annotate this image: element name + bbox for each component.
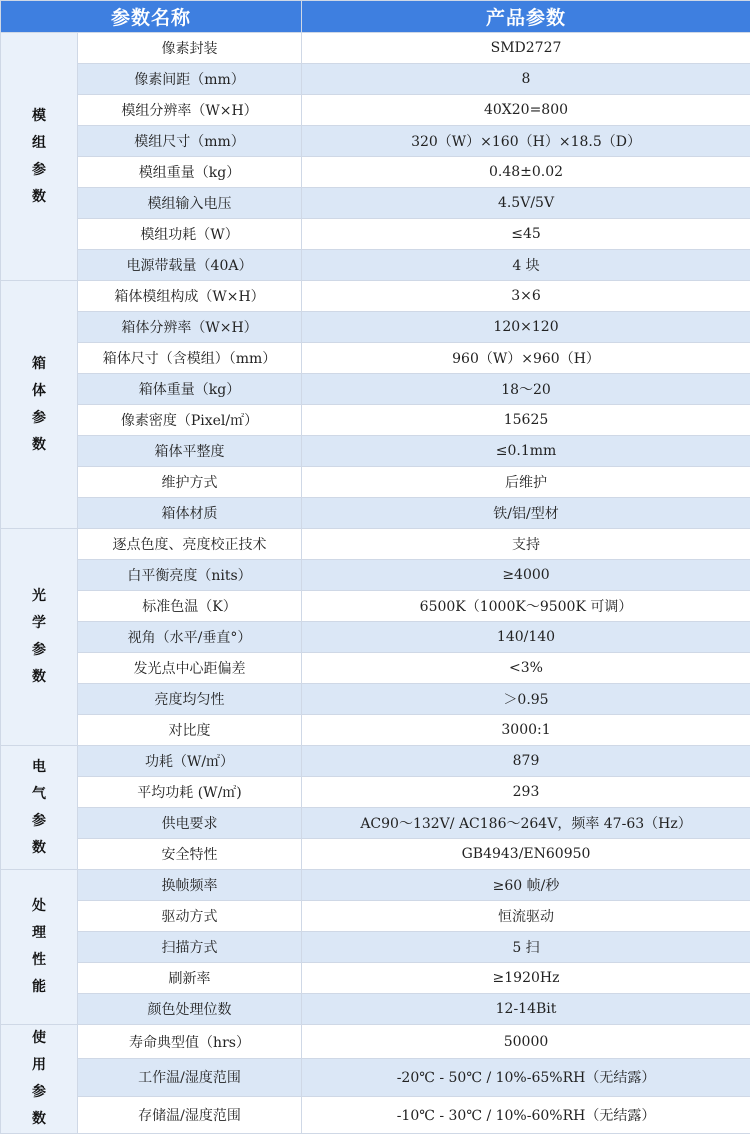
table-row [1,839,750,870]
param-value: ≤45 [302,219,750,250]
table-row [1,405,750,436]
param-value: 320（W）×160（H）×18.5（D） [302,126,750,157]
param-label: 寿命典型值（hrs） [78,1025,302,1059]
group-label-text: 处理性能 [26,893,52,1001]
table-row [1,684,750,715]
param-label: 刷新率 [78,963,302,994]
table-row [1,126,750,157]
group-label-text: 模组参数 [26,103,52,211]
param-value: AC90～132V/ AC186～264V，频率 47-63（Hz） [302,808,750,839]
table-row [1,343,750,374]
param-value: GB4943/EN60950 [302,839,750,870]
param-value: 后维护 [302,467,750,498]
param-label: 模组功耗（W） [78,219,302,250]
param-label: 模组尺寸（mm） [78,126,302,157]
param-value: 3×6 [302,281,750,312]
param-label: 维护方式 [78,467,302,498]
table-row [1,746,750,777]
param-label: 扫描方式 [78,932,302,963]
table-row [1,250,750,281]
param-label: 颜色处理位数 [78,994,302,1025]
param-value: 6500K（1000K～9500K 可调） [302,591,750,622]
table-row [1,715,750,746]
table-row [1,312,750,343]
param-label: 视角（水平/垂直°） [78,622,302,653]
group-label [1,33,78,281]
param-value: 4 块 [302,250,750,281]
param-value: <3% [302,653,750,684]
group-label-text: 箱体参数 [26,351,52,459]
param-value: 18～20 [302,374,750,405]
param-value: 40X20=800 [302,95,750,126]
table-row [1,591,750,622]
table-row [1,870,750,901]
param-label: 发光点中心距偏差 [78,653,302,684]
param-label: 换帧频率 [78,870,302,901]
spec-table-body [1,33,750,1134]
param-label: 功耗（W/㎡） [78,746,302,777]
param-label: 箱体模组构成（W×H） [78,281,302,312]
table-row [1,529,750,560]
table-row [1,963,750,994]
group-label [1,746,78,870]
param-label: 箱体分辨率（W×H） [78,312,302,343]
table-row [1,374,750,405]
group-label [1,281,78,529]
table-row [1,808,750,839]
table-row [1,467,750,498]
group-label [1,529,78,746]
table-row [1,653,750,684]
param-value: 12-14Bit [302,994,750,1025]
param-label: 标准色温（K） [78,591,302,622]
param-label: 安全特性 [78,839,302,870]
param-label: 像素间距（mm） [78,64,302,95]
param-label: 箱体平整度 [78,436,302,467]
param-value: 5 扫 [302,932,750,963]
group-label-text: 电气参数 [26,754,52,862]
param-value: 120×120 [302,312,750,343]
table-row [1,994,750,1025]
table-row [1,157,750,188]
param-value: ≥4000 [302,560,750,591]
param-label: 工作温/湿度范围 [78,1059,302,1096]
table-row [1,622,750,653]
param-label: 箱体材质 [78,498,302,529]
param-label: 模组分辨率（W×H） [78,95,302,126]
param-value: SMD2727 [302,33,750,64]
table-row [1,1059,750,1096]
param-value: ≤0.1mm [302,436,750,467]
group-label [1,1025,78,1134]
table-row [1,95,750,126]
group-label-text: 光学参数 [26,583,52,691]
param-label: 电源带载量（40A） [78,250,302,281]
param-label: 对比度 [78,715,302,746]
param-label: 亮度均匀性 [78,684,302,715]
param-label: 箱体尺寸（含模组）（mm） [78,343,302,374]
param-value: 50000 [302,1025,750,1059]
table-row [1,436,750,467]
param-value: 879 [302,746,750,777]
param-value: 15625 [302,405,750,436]
table-row [1,64,750,95]
table-row [1,498,750,529]
table-row [1,1025,750,1059]
param-value: 0.48±0.02 [302,157,750,188]
param-value: ≥60 帧/秒 [302,870,750,901]
param-label: 像素封装 [78,33,302,64]
table-row [1,281,750,312]
table-row [1,932,750,963]
param-label: 白平衡亮度（nits） [78,560,302,591]
table-row [1,33,750,64]
param-value: -10℃ - 30℃ / 10%-60%RH（无结露） [302,1096,750,1133]
param-label: 存储温/湿度范围 [78,1096,302,1133]
param-label: 供电要求 [78,808,302,839]
table-header-row [1,1,750,33]
param-value: 8 [302,64,750,95]
param-value: 293 [302,777,750,808]
param-name-header: 参数名称 [1,1,302,33]
param-value: -20℃ - 50℃ / 10%-65%RH（无结露） [302,1059,750,1096]
param-label: 逐点色度、亮度校正技术 [78,529,302,560]
param-value: 4.5V/5V [302,188,750,219]
param-label: 模组重量（kg） [78,157,302,188]
group-label-text: 使用参数 [26,1025,52,1133]
product-param-header: 产品参数 [302,1,750,33]
param-label: 箱体重量（kg） [78,374,302,405]
table-row [1,777,750,808]
param-value: ＞0.95 [302,684,750,715]
param-label: 像素密度（Pixel/㎡） [78,405,302,436]
param-label: 平均功耗 (W/㎡) [78,777,302,808]
table-row [1,1096,750,1133]
param-value: 3000:1 [302,715,750,746]
param-value: 支持 [302,529,750,560]
param-label: 驱动方式 [78,901,302,932]
param-value: ≥1920Hz [302,963,750,994]
group-label [1,870,78,1025]
table-row [1,188,750,219]
table-row [1,219,750,250]
param-value: 恒流驱动 [302,901,750,932]
param-value: 140/140 [302,622,750,653]
table-row [1,901,750,932]
param-value: 铁/铝/型材 [302,498,750,529]
param-label: 模组输入电压 [78,188,302,219]
table-row [1,560,750,591]
param-value: 960（W）×960（H） [302,343,750,374]
